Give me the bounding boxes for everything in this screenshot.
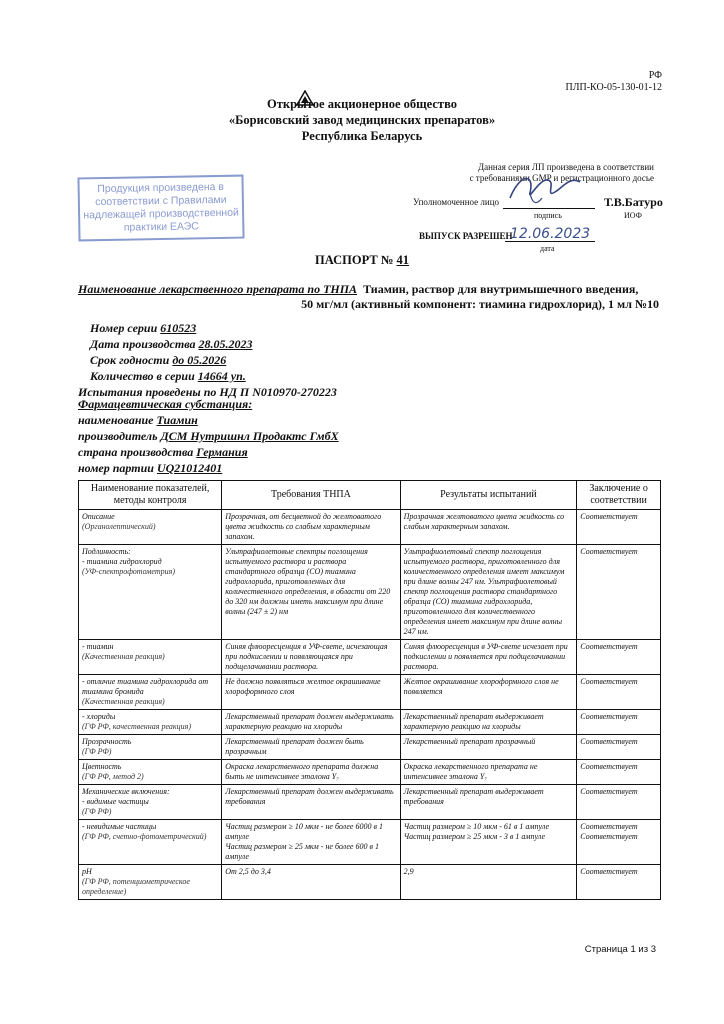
date-caption: дата [540,244,555,253]
gmp-line-2: с требованиями GMP и регистрационного досье [469,173,654,183]
cell-indicator [79,710,222,735]
cell-result: 2,9 [400,865,577,900]
page-number: Страница 1 из 3 [584,944,656,955]
indicator-method: (ГФ РФ, метод 2) [82,772,144,781]
indicator-name: Прозрачность [82,737,132,746]
product-name-value-2: 50 мг/мл (активный компонент: тиамина гидрохлорид), 1 мл №10 [301,297,659,311]
cell-conclusion: Соответствует [577,785,661,820]
indicator-method: (ГФ РФ, счетно-фотометрический) [82,832,207,841]
cell-result: Синяя флюоресценция в УФ-свете исчезает при подкислении и появляется при подщелачивании раствора. [400,640,577,675]
product-name-label: Наименование лекарственного препарата по ТНПА [78,282,358,296]
production-date-row [90,337,253,352]
cell-result: Желтое окрашивание хлороформного слоя не появляется [400,675,577,710]
cell-result: Окраска лекарственного препарата не интенсивнее эталона Y₇ [400,760,577,785]
indicator-method: (Органолептический) [82,522,156,531]
substance-lot-label: номер партии [78,461,154,475]
indicator-name: Описание [82,512,115,521]
product-name-value: Тиамин, раствор для внутримышечного введения, [363,282,639,296]
expiry-row [90,353,226,368]
organization-block [0,96,724,144]
table-row [79,820,661,865]
passport-title-text: ПАСПОРТ № [314,253,394,267]
cell-result: Лекарственный препарат выдерживает требования [400,785,577,820]
quantity-label: Количество в серии [90,369,195,383]
cell-requirement: Лекарственный препарат должен быть прозрачным [222,735,400,760]
cell-indicator [79,785,222,820]
table-row [79,545,661,640]
cell-result: Лекарственный препарат выдерживает характерную реакцию на хлориды [400,710,577,735]
cell-conclusion: Соответствует [577,640,661,675]
cell-conclusion: Соответствует [577,510,661,545]
substance-name-label: наименование [78,413,154,427]
stamp-line-3: надлежащей производственной [83,206,239,222]
cell-indicator [79,865,222,900]
production-date-value: 28.05.2023 [198,337,253,351]
substance-country-value: Германия [196,445,248,459]
cell-requirement: Не должно появляться желтое окрашивание хлороформного слоя [222,675,400,710]
cell-result: Прозрачная желтоватого цвета жидкость со слабым характерным запахом. [400,510,577,545]
quantity-value: 14664 уп. [197,369,246,383]
substance-lot-value: UQ21012401 [156,461,223,475]
indicator-method: (ГФ РФ) [82,807,112,816]
table-row [79,865,661,900]
table-row [79,785,661,820]
substance-maker-row [78,429,339,444]
substance-lot-row [78,461,222,476]
document-header-codes [565,70,662,94]
cell-conclusion: Соответствует [577,760,661,785]
substance-country-row [78,445,248,460]
cell-result: Лекарственный препарат прозрачный [400,735,577,760]
substance-heading: Фармацевтическая субстанция: [78,397,253,411]
indicator-method: (ГФ РФ, качественная реакция) [82,722,192,731]
col-header-requirements: Требования ТНПА [222,481,400,510]
product-name-line [78,281,638,297]
signature-line [503,208,595,209]
production-date-label: Дата производства [90,337,196,351]
release-label: ВЫПУСК РАЗРЕШЕН [419,231,513,241]
release-date: 12.06.2023 [510,226,591,242]
table-row [79,735,661,760]
indicator-method: (ГФ РФ, потенциометрическое определение) [82,877,190,896]
col-header-results: Результаты испытаний [400,481,577,510]
cell-conclusion: Соответствует [577,735,661,760]
org-country: Республика Беларусь [301,129,423,143]
authorized-person-label: Уполномоченное лицо [413,197,500,207]
cell-indicator [79,760,222,785]
table-row [79,640,661,675]
table-row [79,510,661,545]
passport-title [0,253,724,268]
cell-requirement: Лекарственный препарат должен выдерживать требования [222,785,400,820]
cell-indicator [79,510,222,545]
substance-name-value: Тиамин [156,413,198,427]
cell-indicator [79,735,222,760]
cell-requirement: Частиц размером ≥ 10 мкм - не более 6000 в 1 ампуле Частиц размером ≥ 25 мкм - не более 600 в 1 ампуле [222,820,400,865]
stamp-line-4: практики ЕАЭС [123,220,199,234]
indicator-method: (Качественная реакция) [82,652,165,661]
indicator-name: - невидимые частицы [82,822,157,831]
org-name-line-1: Открытое акционерное общество [267,97,457,111]
indicator-name: Цветность [82,762,122,771]
table-body [79,510,661,900]
name-caption: ИОФ [624,211,642,220]
cell-conclusion: Соответствует [577,675,661,710]
date-line [505,241,595,242]
substance-country-label: страна производства [78,445,194,459]
col-header-indicator: Наименование показателей, методы контроля [79,481,222,510]
cell-conclusion: Соответствует [577,545,661,640]
cell-requirement: Лекарственный препарат должен выдерживать характерную реакцию на хлориды [222,710,400,735]
indicator-name: - отличие тиамина гидрохлорида от тиамина бромида [82,677,209,696]
cell-indicator [79,640,222,675]
stamp-line-1: Продукция произведена в [97,180,225,196]
cell-result: Ультрафиолетовый спектр поглощения испытуемого раствора, приготовленного для количественного определения имеет максимум при длине волны 247 нм. Ультрафиолетовый спектр поглощения раствора стандартного образца (СО) тиамина гидрохлорида, приготовленного для количественного определения имеет максимум при длине волны 247 нм. [400,545,577,640]
gmp-line-1: Данная серия ЛП произведена в соответствии [477,162,654,172]
quantity-row [90,369,246,384]
table-row [79,710,661,735]
indicator-method: (УФ-спектрофотометрия) [82,567,175,576]
tests-text: Испытания проведены по НД П N010970-270223 [78,385,337,399]
indicator-name: pH [82,867,92,876]
cell-requirement: Прозрачная, от бесцветной до желтоватого цвета жидкость со слабым характерным запахом. [222,510,400,545]
series-row [90,321,196,336]
handwritten-signature-icon [500,168,590,208]
series-value: 610523 [160,321,197,335]
passport-number: 41 [396,253,410,267]
table-row [79,760,661,785]
org-name-line-2: «Борисовский завод медицинских препаратов» [228,113,496,127]
cell-indicator [79,675,222,710]
signature-caption: подпись [534,211,562,220]
indicator-name: Механические включения: - видимые частицы [82,787,170,806]
substance-name-row [78,413,198,428]
expiry-label: Срок годности [90,353,170,367]
cell-requirement: Окраска лекарственного препарата должна быть не интенсивнее эталона Y₇ [222,760,400,785]
cell-indicator [79,820,222,865]
cell-indicator [79,545,222,640]
substance-maker-value: ДСМ Нутришнл Продактс ГмбХ [160,429,339,443]
cell-conclusion: Соответствует [577,710,661,735]
indicator-method: (ГФ РФ) [82,747,112,756]
cell-result: Частиц размером ≥ 10 мкм - 61 в 1 ампуле Частиц размером ≥ 25 мкм - 3 в 1 ампуле [400,820,577,865]
table-row [79,675,661,710]
indicator-name: Подлинность: - тиамина гидрохлорид [82,547,162,566]
series-label: Номер серии [90,321,158,335]
col-header-conclusion: Заключение о соответствии [577,481,661,510]
indicator-method: (Качественная реакция) [82,697,165,706]
indicator-name: - тиамин [82,642,114,651]
table-header-row [79,481,661,510]
cell-conclusion: Соответствует [577,865,661,900]
signer-name: Т.В.Батуро [604,195,663,209]
country-code: РФ [648,70,662,81]
cell-conclusion: Соответствует Соответствует [577,820,661,865]
substance-maker-label: производитель [78,429,158,443]
indicator-name: - хлориды [82,712,116,721]
cell-requirement: От 2,5 до 3,4 [222,865,400,900]
expiry-value: до 05.2026 [172,353,227,367]
gmp-stamp [77,175,244,242]
stamp-line-2: соответствии с Правилами [95,193,227,209]
cell-requirement: Синяя флюоресценция в УФ-свете, исчезающая при подкислении и появляющаяся при подщелачивании раствора. [222,640,400,675]
cell-requirement: Ультрафиолетовые спектры поглощения испытуемого раствора и раствора стандартного образца (СО) тиамина гидрохлорида, приготовленных для количественного определения, в области от 220 до 320 нм должны иметь максимум при длине волны (247 ± 2) нм [222,545,400,640]
quality-table [78,480,661,900]
document-code: ПЛП-КО-05-130-01-12 [565,82,662,93]
